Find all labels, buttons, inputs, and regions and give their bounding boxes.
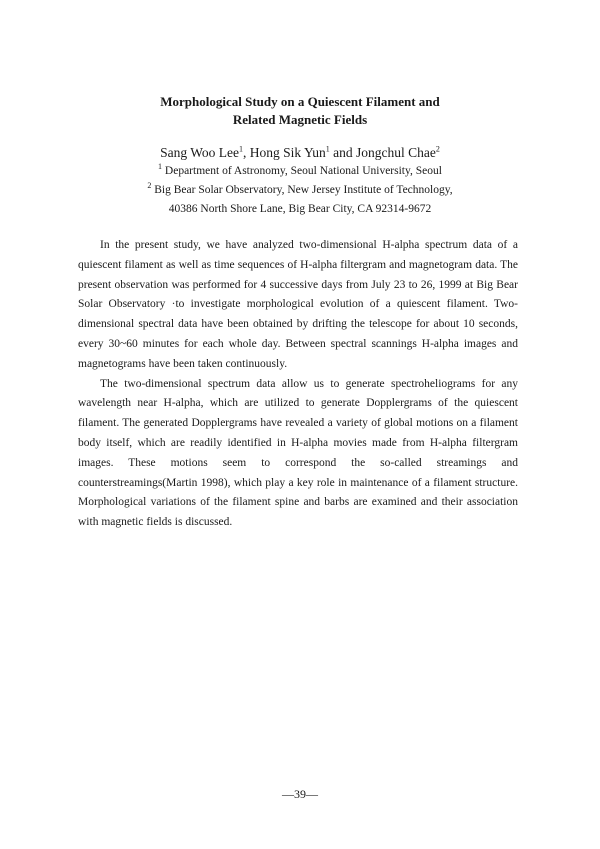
author-affiliation-mark: 2 xyxy=(435,144,440,154)
abstract-paragraph: The two-dimensional spectrum data allow us to generate spectroheliograms for any wavelength near H-alpha, which are utilized to generate Dopplergrams of the quiescent filament. The generated Dopplergrams have revealed a variety of global motions on a filament body itself, which are readily identified in H-alpha movies made from H-alpha filtergram images. These motions seem to correspond the so-called streamings and counterstreamings(Martin 1998), which play a key role in maintenance of a filament structure. Morphological variations of the filament spine and barbs are examined and their association with magnetic fields is discussed. xyxy=(78,377,518,529)
affiliation-mark: 1 xyxy=(158,162,163,172)
title-line-2: Related Magnetic Fields xyxy=(232,112,368,127)
abstract-body xyxy=(78,236,518,533)
affiliation-text: Big Bear Solar Observatory, New Jersey Institute of Technology, xyxy=(154,184,453,196)
paper-title xyxy=(0,93,600,129)
affiliation-text: Department of Astronomy, Seoul National University, Seoul xyxy=(164,165,442,177)
affiliation-list xyxy=(0,162,600,219)
author-affiliation-mark: 1 xyxy=(239,144,243,154)
author-separator: , xyxy=(243,145,250,160)
affiliation-line xyxy=(0,200,600,219)
author-affiliation-mark: 1 xyxy=(325,144,330,154)
author-name: Jongchul Chae xyxy=(356,145,436,160)
affiliation-line xyxy=(0,162,600,181)
author-name: Sang Woo Lee xyxy=(160,145,239,160)
author-name: Hong Sik Yun xyxy=(249,145,326,160)
affiliation-mark: 2 xyxy=(147,181,152,191)
abstract-paragraph: In the present study, we have analyzed two-dimensional H-alpha spectrum data of a quiescent filament as well as time sequences of H-alpha filtergram and magnetogram data. The present observation was performed for 4 successive days from July 23 to 26, 1999 at Big Bear Solar Observatory ·to investigate morphological evolution of a quiescent filament. Two-dimensional spectral data have been obtained by drifting the telescope for about 10 seconds, every 30~60 minutes for each whole day. Between spectral scannings H-alpha images and magnetograms have been taken continuously. xyxy=(78,239,518,370)
title-line-1: Morphological Study on a Quiescent Filament and xyxy=(160,94,440,109)
page-number: —39— xyxy=(282,787,318,801)
affiliation-line xyxy=(0,181,600,200)
affiliation-text: 40386 North Shore Lane, Big Bear City, CA 92314-9672 xyxy=(168,203,432,215)
author-separator: and xyxy=(329,145,357,160)
author-list xyxy=(0,144,600,162)
